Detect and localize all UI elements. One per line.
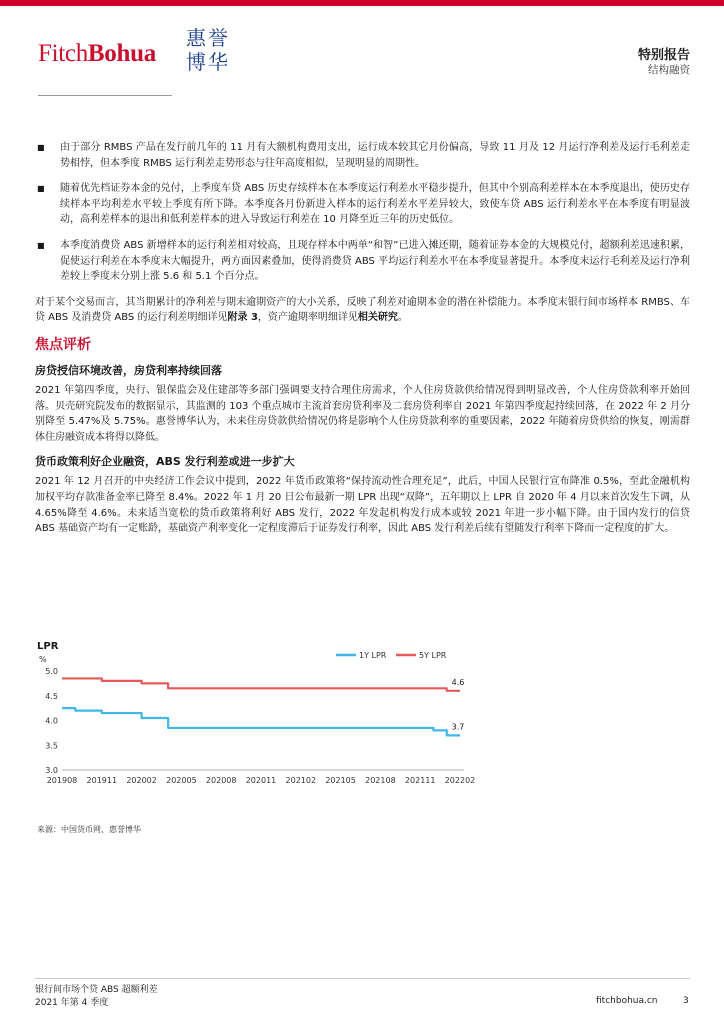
- subsection-title-mortgage: 房贷授信环境改善，房贷利率持续回落: [35, 363, 222, 377]
- paragraph-mortgage: 2021 年第四季度，央行、银保监会及住建部等多部门强调要支持合理住房需求，个人住房贷款供给情况得到明显改善，个人住房贷款利率开始回落。贝壳研究院发布的数据显示，其监测的 103 个重点城市主流首套房贷利率及二套房贷利率自 2021 年第四季度起持续回落，在 2022 年 2 月分别降至 5.47%及 5.75%。惠誉博华认为，未来住房贷款供给情况仍将是影响个人住房贷款利率的重要因素，2022 年随着房贷供给的恢复，刚需群体住房融资成本将得以降低。: [35, 384, 690, 443]
- series-end-label: 4.6: [451, 677, 465, 687]
- x-tick-label: 201911: [86, 776, 118, 785]
- bullet-marker: ■: [37, 143, 45, 152]
- x-tick-label: 202108: [365, 776, 396, 785]
- x-tick-label: 202111: [404, 776, 436, 785]
- section-title-focus: 焦点评析: [35, 336, 91, 353]
- y-tick-label: 4.5: [45, 691, 58, 701]
- logo-word-bohua: Bohua: [87, 40, 156, 67]
- logo-word-fitch: Fitch: [38, 40, 88, 67]
- fitchbohua-logo: [38, 26, 298, 80]
- report-type: 特别报告: [637, 48, 690, 63]
- footer-report-period: 2021 年第 4 季度: [35, 998, 109, 1008]
- bullet-text: 由于部分 RMBS 产品在发行前几年的 11 月有大额机构费用支出，运行成本较其它月份偏高，导致 11 月及 12 月运行净利差及运行毛利差走势相悖，但本季度 RMBS 运行利差走势形态与往年高度相似，呈现明显的周期性。: [60, 142, 690, 169]
- subsection-title-monetary-policy: 货币政策利好企业融资，ABS 发行利差或进一步扩大: [35, 455, 295, 469]
- bullet-text: 本季度消费贷 ABS 新增样本的运行利差相对较高，且现存样本中两单“和智”已进入摊还期，随着证券本金的大规模兑付，超额利差迅速积累，促使运行利差在本季度末大幅提升，两方面因素叠加，使得消费贷 ABS 平均运行利差水平在本季度显著提升。本季度末运行毛利差及运行净利差较上季度末分别上涨 5.6 和 5.1 个百分点。: [60, 239, 690, 283]
- y-tick-label: 3.0: [45, 766, 58, 775]
- paragraph-monetary-policy: 2021 年 12 月召开的中央经济工作会议中提到，2022 年货币政策将“保持流动性合理充足”，此后，中国人民银行宣布降准 0.5%，至此金融机构加权平均存款准备金率已降至 8.4%。2022 年 1 月 20 日公布最新一期 LPR 出现“双降”，五年期以上 LPR 自 2020 年 4 月以来首次发生下调，从 4.65%降至 4.6%。未来适当宽松的货币政策将利好 ABS 发行，2022 年发起机构发行成本或较 2021 年进一步小幅下降。由于国内发行的信贷 ABS 基础资产均有一定账龄，基础资产利率变化一定程度滞后于证券发行利率，因此 ABS 发行利差后续有望随发行利率下降而一定程度的扩大。: [35, 476, 690, 535]
- footer-website[interactable]: fitchbohua.cn: [596, 996, 658, 1006]
- y-tick-label: 3.5: [45, 741, 58, 751]
- y-tick-label: 4.0: [45, 716, 58, 726]
- legend-label: 5Y LPR: [419, 651, 447, 660]
- x-tick-label: 202105: [325, 776, 356, 785]
- footer-divider: [35, 978, 690, 979]
- summary-text: ，资产逾期率明细详见: [257, 312, 358, 324]
- bullet-marker: ■: [37, 240, 45, 250]
- logo-wordmark: [38, 40, 156, 68]
- series-end-label: 3.7: [451, 722, 465, 732]
- x-tick-label: 202011: [245, 776, 277, 785]
- x-tick-label: 202002: [126, 776, 157, 785]
- bullet-rmbs: [35, 140, 690, 171]
- logo-chinese-characters: 惠誉博华: [186, 26, 230, 74]
- summary-paragraph: [35, 295, 690, 326]
- x-tick-label: 201908: [46, 776, 78, 785]
- chart-y-unit: %: [39, 655, 47, 664]
- related-research-link[interactable]: 相关研究: [357, 312, 398, 324]
- main-content: [35, 140, 690, 545]
- y-tick-label: 5.0: [45, 667, 58, 676]
- top-accent-bar: [0, 0, 724, 6]
- appendix-3-link[interactable]: 附录 3: [227, 312, 258, 324]
- summary-text: 。: [397, 312, 408, 324]
- footer-report-title: 银行间市场个贷 ABS 超额利差: [35, 985, 158, 995]
- series-line-5y-lpr: [62, 678, 460, 690]
- logo-underline: [38, 95, 172, 96]
- x-tick-label: 202008: [205, 776, 237, 785]
- chart-plot-area: [45, 651, 475, 785]
- legend-label: 1Y LPR: [359, 651, 387, 660]
- footer-report-info: [35, 984, 158, 1010]
- bullet-marker: ■: [37, 184, 45, 194]
- chart-title: LPR: [37, 641, 59, 652]
- chart-source: 来源：中国货币网、惠誉博华: [37, 825, 141, 834]
- series-line-1y-lpr: [62, 708, 460, 735]
- report-category: 结构融资: [648, 64, 690, 76]
- bullet-auto-abs: [35, 181, 690, 228]
- lpr-line-chart: [35, 637, 695, 807]
- bullet-text: 随着优先档证券本金的兑付，上季度车贷 ABS 历史存续样本在本季度运行利差水平稳步提升，但其中个别高利差样本在本季度退出，使历史存续样本平均利差水平较上季度有所下降。本季度各月份新进入样本的运行利差水平差异较大，致使车贷 ABS 运行利差水平在本季度有明显波动，高利差样本的退出和低利差样本的进入导致运行利差在 10 月降至近三年的历史低位。: [60, 183, 690, 226]
- bullet-consumer-abs: [35, 238, 690, 285]
- x-tick-label: 202102: [285, 776, 317, 785]
- x-tick-label: 202202: [444, 776, 476, 785]
- footer-page-number: 3: [683, 996, 689, 1006]
- summary-text: 对于某个交易而言，其当期累计的净利差与期末逾期资产的大小关系，反映了利差对逾期本金的潜在补偿能力。本季度末银行间市场样本 RMBS、车贷 ABS 及消费贷 ABS 的运行利差明细详见: [35, 296, 690, 324]
- x-tick-label: 202005: [166, 776, 197, 785]
